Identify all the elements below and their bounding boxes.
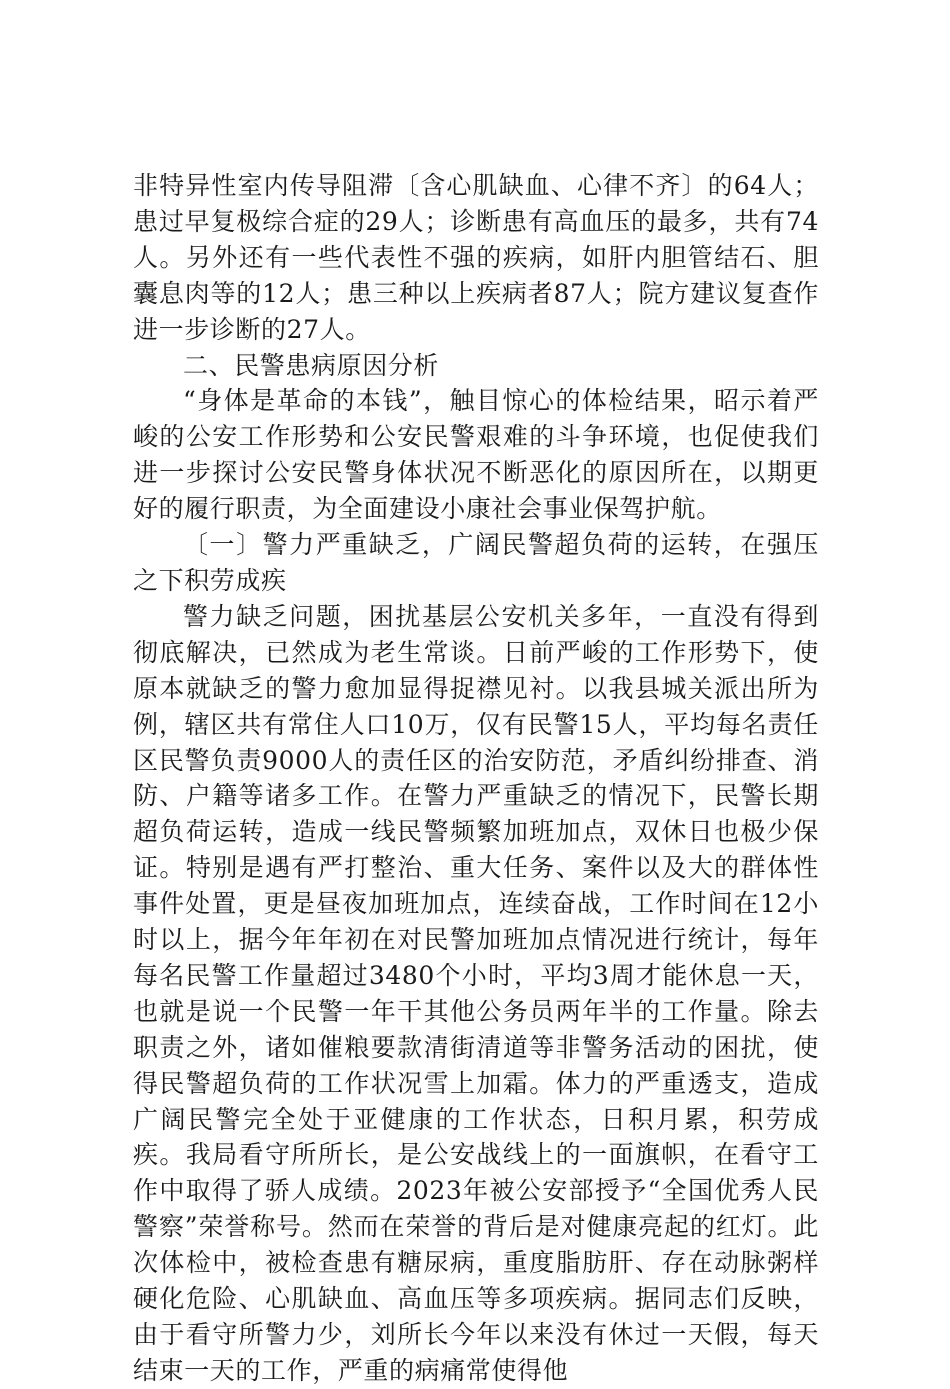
paragraph-disease-stats: 非特异性室内传导阻滞〔含心肌缺血、心律不齐〕的64人；患过早复极综合症的29人；诊断患有高血压的最多，共有74人。另外还有一些代表性不强的疾病，如肝内胆管结石、胆囊息肉等的12人；患三种以上疾病者87人；院方建议复查作进一步诊断的27人。 xyxy=(133,171,819,344)
subheading-police-shortage: 〔一〕警力严重缺乏，广阔民警超负荷的运转，在强压之下积劳成疾 xyxy=(133,530,819,595)
paragraph-police-shortage-detail: 警力缺乏问题，困扰基层公安机关多年，一直没有得到彻底解决，已然成为老生常谈。日前严峻的工作形势下，使原本就缺乏的警力愈加显得捉襟见衬。以我县城关派出所为例，辖区共有常住人口10万，仅有民警15人，平均每名责任区民警负责9000人的责任区的治安防范，矛盾纠纷排查、消防、户籍等诸多工作。在警力严重缺乏的情况下，民警长期超负荷运转，造成一线民警频繁加班加点，双休日也极少保证。特别是遇有严打整治、重大任务、案件以及大的群体性事件处置，更是昼夜加班加点，连续奋战，工作时间在12小时以上，据今年年初在对民警加班加点情况进行统计，每年每名民警工作量超过3480个小时，平均3周才能休息一天，也就是说一个民警一年干其他公务员两年半的工作量。除去职责之外，诸如催粮要款清街清道等非警务活动的困扰，使得民警超负荷的工作状况雪上加霜。体力的严重透支，造成广阔民警完全处于亚健康的工作状态，日积月累，积劳成疾。我局看守所所长，是公安战线上的一面旗帜，在看守工作中取得了骄人成绩。2023年被公安部授予“全国优秀人民警察”荣誉称号。然而在荣誉的背后是对健康亮起的红灯。此次体检中，被检查患有糖尿病，重度脂肪肝、存在动脉粥样硬化危险、心肌缺血、高血压等多项疾病。据同志们反映，由于看守所警力少，刘所长今年以来没有休过一天假，每天结束一天的工作，严重的病痛常使得他 xyxy=(133,601,819,1385)
paragraph-intro-causes: “身体是革命的本钱”，触目惊心的体检结果，昭示着严峻的公安工作形势和公安民警艰难的斗争环境，也促使我们进一步探讨公安民警身体状况不断恶化的原因所在，以期更好的履行职责，为全面建设小康社会事业保驾护航。 xyxy=(133,386,819,524)
section-heading-cause-analysis: 二、民警患病原因分析 xyxy=(183,350,440,380)
document-body xyxy=(133,168,819,1389)
